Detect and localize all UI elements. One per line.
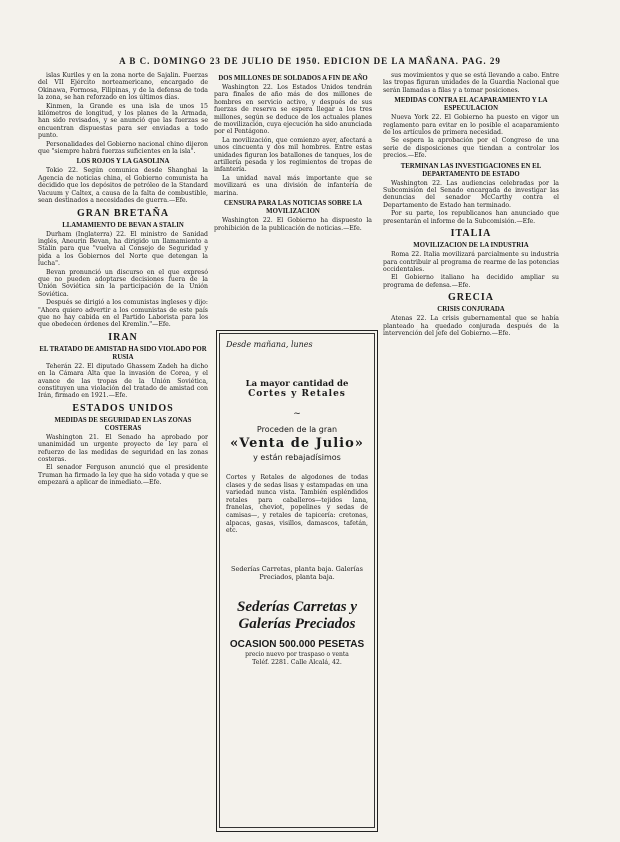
ad-line-1: La mayor cantidad de (245, 379, 349, 389)
section-iran: IRAN (108, 331, 138, 343)
ad-location: Sederías Carretas, planta baja. Galerías Preciados, planta baja. (231, 564, 363, 581)
advertisement-frame (219, 333, 375, 828)
ad-promo-sub: precio nuevo por traspaso o venta (245, 650, 349, 658)
article-paragraph: Después se dirigió a los comunistas ingleses y dijo: "Ahora quiero advertir a los comunistas de este país que no hay cabida en el Partido Laborista para los que obedecen órdenes del Kremlin."—Efe. (38, 299, 208, 329)
ad-line-2: Cortes y Retales (248, 389, 346, 399)
advertisement (216, 330, 378, 832)
headline-crisis: CRISIS CONJURADA (437, 306, 505, 314)
article-paragraph: sus movimientos y que se está llevando a cabo. Entre las tropas figuran unidades de la Guardia Nacional que serán llamadas a filas y a tomar posiciones. (383, 72, 559, 94)
headline-millones: DOS MILLONES DE SOLDADOS A FIN DE AÑO (218, 75, 368, 82)
article-paragraph: El senador Ferguson anunció que el presidente Truman ha firmado la ley que ha sido votada y que se empezará a aplicar de inmediato.—Efe. (38, 464, 208, 487)
article-paragraph: Washington 22. Los Estados Unidos tendrán para finales de año más de dos millones de hombres en servicio activo, y después de sus fuerzas de reserva se espera llegar a los tres millones, según se deduce de los actuales planes de movilización, cuya ejecución ha sido anunciada por el Pentágono. (214, 84, 372, 136)
article-paragraph: La unidad naval más importante que se movilizará es una división de infantería de marina. (214, 174, 372, 197)
article-paragraph: Roma 22. Italia movilizará parcialmente su industria para contribuir al programa de rearme de las potencias occidentales. (383, 251, 559, 273)
headline-movilizacion: MOVILIZACION DE LA INDUSTRIA (413, 242, 529, 250)
headline-acaparamiento: MEDIDAS CONTRA EL ACAPARAMIENTO Y LA ESPECULACION (394, 97, 548, 113)
section-italia: ITALIA (450, 228, 492, 240)
ad-line-3: Proceden de la gran (256, 425, 338, 434)
article-paragraph: Kinmen, la Grande es una isla de unos 15 kilómetros de longitud, y los planes de la Armada, han sido revisados, y se anunció que las fuerzas se encuentran dispuestas para ser enviadas a todo punto. (38, 102, 208, 140)
ad-address: Teléf. 2281. Calle Alcalá, 42. (252, 658, 342, 666)
article-paragraph: Durham (Inglaterra) 22. El ministro de Sanidad inglés, Aneurin Bevan, ha dirigido un llamamiento a Stalin para que "vuelva al Consejo de Seguridad y pida a los Gobiernos del Norte que detengan la lucha". (38, 230, 208, 268)
column-1 (38, 72, 208, 488)
headline-medidas: MEDIDAS DE SEGURIDAD EN LAS ZONAS COSTERAS (54, 416, 192, 432)
headline-censura: CENSURA PARA LAS NOTICIAS SOBRE LA MOVILIZACION (223, 200, 363, 216)
article-paragraph: El Gobierno italiano ha decidido ampliar su programa de defensa.—Efe. (383, 274, 559, 289)
article-paragraph: Bevan pronunció un discurso en el que expresó que no pueden adoptarse decisiones fuera de la Unión Soviética sin la participación de la Unión Soviética. (38, 268, 208, 298)
headline-tratado: EL TRATADO DE AMISTAD HA SIDO VIOLADO POR RUSIA (39, 345, 207, 361)
article-paragraph: Se espera la aprobación por el Congreso de una serie de disposiciones que tiendan a controlar los precios.—Efe. (383, 137, 559, 160)
page-header: A B C. DOMINGO 23 DE JULIO DE 1950. EDICION DE LA MAÑANA. PAG. 29 (119, 56, 501, 66)
ad-body: Cortes y Retales de algodones de todas clases y de sedas lisas y estampadas en una variedad nunca vista. También espléndidos retales para caballeros—tejidos lana, franelas, cheviot, popelines y sedas de camisas—, y retales de tapicería: cretonas, alpacas, gasas, visillos, damascos, tafetán, etc. (226, 474, 368, 535)
article-paragraph: Nueva York 22. El Gobierno ha puesto en vigor un reglamento para evitar en lo posible el acaparamiento de los artículos de primera necesidad. (383, 114, 559, 137)
headline-bevan: LLAMAMIENTO DE BEVAN A STALIN (62, 221, 184, 229)
article-paragraph: Washington 21. El Senado ha aprobado por unanimidad un urgente proyecto de ley para el refuerzo de las medidas de seguridad en las zonas costeras. (38, 433, 208, 464)
ad-title: «Venta de Julio» (230, 436, 364, 451)
article-paragraph: Por su parte, los republicanos han anunciado que presentarán el informe de la Subcomisión.—Efe. (383, 210, 559, 225)
ad-brand-line-2: Galerías Preciados (238, 615, 356, 632)
article-paragraph: islas Kuriles y en la zona norte de Sajalin. Fuerzas del VII Ejército norteamericano, encargado de Okinawa, Formosa, Filipinas, y de la defensa de toda la zona, se han reforzado en los últimos días. (38, 72, 208, 102)
article-paragraph: Teherán 22. El diputado Ghassem Zadeh ha dicho en la Cámara Alta que la invasión de Corea, y el avance de las tropas de la Unión Soviética, constituyen una violación del tratado de amistad con Irán, firmado en 1921.—Efe. (38, 362, 208, 400)
article-paragraph: Washington 22. Las audiencias celebradas por la Subcomisión del Senado encargada de investigar las denuncias del senador McCarthy contra el Departamento de Estado han terminado. (383, 179, 559, 209)
section-gran-bretana: GRAN BRETAÑA (76, 207, 170, 219)
ad-top-line: Desde mañana, lunes (226, 340, 313, 349)
ad-line-5: y están rebajadísimos (253, 453, 341, 462)
article-paragraph: La movilización, que comienzo ayer, afectará a unos cincuenta y dos mil hombres. Entre estas unidades figuran los batallones de tanques, los de artillería pesada y los regimientos de tropas de infantería. (214, 136, 372, 174)
section-grecia: GRECIA (447, 292, 494, 304)
article-paragraph: Washington 22. El Gobierno ha dispuesto la prohibición de la publicación de noticias.—Efe. (214, 217, 372, 232)
column-2 (214, 72, 372, 233)
ad-promo: OCASION 500.000 PESETAS (229, 638, 365, 650)
headline-investigaciones: TERMINAN LAS INVESTIGACIONES EN EL DEPARTAMENTO DE ESTADO (400, 162, 542, 178)
column-3 (383, 72, 559, 338)
article-paragraph: Tokio 22. Según comunica desde Shanghai la Agencia de noticias china, el Gobierno comunista ha decidido que los depósitos de petróleo de la Standard Vacuum y Caltex, a causa de la falta de combustible, sean destinados a necesidades de guerra.—Efe. (38, 167, 208, 205)
ad-brand-line-1: Sederías Carretas y (237, 598, 357, 615)
article-paragraph: Personalidades del Gobierno nacional chino dijeron que "siempre habrá fuerzas suficientes en la isla". (38, 140, 208, 156)
ad-ornament: ~ (293, 409, 301, 419)
section-estados-unidos: ESTADOS UNIDOS (72, 402, 174, 414)
headline-rojos: LOS ROJOS Y LA GASOLINA (76, 158, 170, 166)
article-paragraph: Atenas 22. La crisis gubernamental que se había planteado ha quedado conjurada después de la intervención del jefe del Gobierno.—Efe. (383, 315, 559, 337)
